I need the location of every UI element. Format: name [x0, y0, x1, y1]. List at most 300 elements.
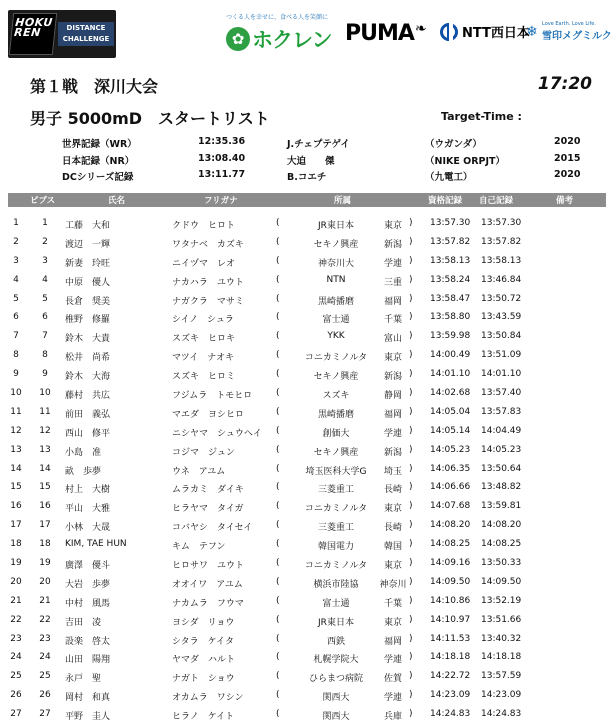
record-label: 日本記録（NR） [62, 155, 135, 167]
personal-best: 13:48.82 [481, 482, 522, 493]
table-row [8, 613, 606, 632]
team-name: 関西大 [322, 693, 350, 704]
qualifying-time: 13:58.13 [430, 255, 471, 266]
header-note: 備考 [556, 196, 574, 206]
athlete-name: 村上 大樹 [65, 485, 111, 496]
record-team: （ウガンダ） [425, 139, 482, 150]
athlete-kana: シイノ シュラ [172, 315, 234, 326]
leaf-icon: ✿ [226, 27, 250, 51]
row-number: 23 [10, 633, 22, 644]
record-row-wr [0, 135, 616, 152]
athlete-kana: ニシヤマ シュウヘイ [172, 428, 262, 439]
bib-number: 2 [42, 236, 48, 247]
athlete-kana: フジムラ トモヒロ [172, 391, 253, 402]
row-number: 26 [10, 690, 22, 701]
athlete-kana: ヤマダ ハルト [172, 655, 236, 666]
sponsor-hokuren [226, 12, 344, 50]
team-name: 創価大 [322, 428, 350, 439]
bib-number: 17 [39, 520, 51, 531]
athlete-name: 小林 大晟 [65, 523, 111, 534]
row-number: 18 [10, 539, 22, 550]
paren-open: ( [276, 690, 280, 701]
record-time: 13:11.77 [198, 169, 246, 180]
row-number: 7 [13, 331, 19, 342]
logo-mark [9, 13, 57, 55]
prefecture: 福岡 [383, 296, 402, 307]
paren-close: ) [409, 501, 413, 512]
paren-close: ) [409, 406, 413, 417]
paren-open: ( [276, 255, 280, 266]
paren-close: ) [409, 709, 413, 720]
record-row-nr [0, 152, 616, 169]
record-year: 2015 [554, 152, 581, 164]
table-row [8, 480, 606, 499]
athlete-kana: マツイ ナオキ [172, 353, 235, 364]
prefecture: 富山 [383, 334, 402, 345]
personal-best: 13:40.32 [481, 633, 522, 644]
athlete-kana: マエダ ヨシヒロ [172, 409, 245, 420]
paren-close: ) [409, 255, 413, 266]
header-bib: ビブス [30, 196, 56, 206]
row-number: 1 [13, 218, 19, 228]
bib-number: 12 [39, 425, 51, 436]
hokuren-tagline: つくる人を幸せに、食べる人を笑顔に [226, 14, 329, 21]
megmilk-tagline: Love Earth. Love Life. [542, 21, 596, 27]
paren-close: ) [409, 482, 413, 493]
row-number: 9 [13, 369, 19, 380]
bib-number: 11 [39, 406, 51, 417]
hokuren-dc-logo [8, 10, 116, 58]
qualifying-time: 14:06.66 [430, 482, 471, 493]
paren-open: ( [276, 463, 280, 474]
qualifying-time: 14:22.72 [430, 671, 471, 682]
puma-name: PUMA [345, 21, 414, 46]
table-row [8, 424, 606, 443]
table-row [8, 443, 606, 462]
personal-best: 13:50.84 [481, 331, 522, 342]
row-number: 15 [10, 482, 22, 493]
personal-best: 13:58.13 [481, 255, 522, 266]
prefecture: 東京 [383, 617, 402, 628]
paren-open: ( [276, 406, 280, 417]
team-name: セキノ興産 [313, 447, 359, 458]
bib-number: 23 [39, 633, 51, 644]
athlete-name: 椎野 修羅 [65, 315, 111, 326]
table-row [8, 499, 606, 518]
header-kana: フリガナ [204, 196, 238, 206]
personal-best: 14:18.18 [481, 652, 522, 663]
prefecture: 千葉 [383, 315, 402, 326]
prefecture: 静岡 [383, 391, 402, 402]
team-name: 三菱重工 [317, 485, 354, 496]
prefecture: 三重 [383, 277, 402, 288]
start-list-table [8, 216, 606, 721]
qualifying-time: 14:00.49 [430, 350, 471, 361]
qualifying-time: 14:01.10 [430, 369, 471, 380]
bib-number: 4 [42, 274, 48, 285]
table-row [8, 348, 606, 367]
sponsor-ntt [440, 22, 530, 41]
table-row [8, 329, 606, 348]
athlete-name: 平野 圭人 [65, 712, 111, 721]
puma-cat-icon: ❧ [414, 21, 426, 37]
bib-number: 9 [42, 369, 48, 380]
qualifying-time: 14:02.68 [430, 388, 471, 399]
row-number: 6 [13, 312, 19, 323]
team-name: 札幌学院大 [313, 655, 359, 666]
qualifying-time: 14:10.97 [430, 614, 471, 625]
athlete-kana: ヨシダ リョウ [172, 617, 235, 628]
paren-open: ( [276, 388, 280, 399]
paren-open: ( [276, 501, 280, 512]
bib-number: 15 [39, 482, 51, 493]
personal-best: 13:43.59 [481, 312, 522, 323]
paren-open: ( [276, 369, 280, 380]
table-row [8, 688, 606, 707]
team-name: 神奈川大 [317, 258, 354, 269]
athlete-kana: ナガト ショウ [172, 674, 235, 685]
team-name: 韓国電力 [317, 542, 354, 553]
race-title: 第１戦 深川大会 [30, 77, 159, 96]
row-number: 4 [13, 274, 19, 285]
athlete-kana: クドウ ヒロト [172, 221, 236, 231]
paren-open: ( [276, 595, 280, 606]
paren-close: ) [409, 520, 413, 531]
sponsor-megmilk [526, 21, 612, 42]
header-team: 所属 [334, 196, 352, 206]
personal-best: 14:04.49 [481, 425, 522, 436]
paren-open: ( [276, 350, 280, 361]
paren-close: ) [409, 671, 413, 682]
prefecture: 福岡 [383, 409, 402, 420]
personal-best: 13:57.83 [481, 406, 522, 417]
qualifying-time: 14:05.04 [430, 406, 471, 417]
personal-best: 13:57.59 [481, 671, 522, 682]
prefecture: 学連 [383, 258, 402, 269]
qualifying-time: 14:23.09 [430, 690, 471, 701]
record-holder: J.チェプテゲイ [287, 139, 350, 150]
prefecture: 東京 [383, 561, 402, 572]
paren-close: ) [409, 369, 413, 380]
row-number: 2 [13, 236, 19, 247]
row-number: 14 [10, 463, 22, 474]
bib-number: 13 [39, 444, 51, 455]
table-row [8, 594, 606, 613]
paren-close: ) [409, 558, 413, 569]
qualifying-time: 13:57.82 [430, 236, 471, 247]
row-number: 27 [10, 709, 22, 720]
qualifying-time: 14:10.86 [430, 595, 471, 606]
qualifying-time: 13:58.47 [430, 293, 471, 304]
paren-close: ) [409, 218, 413, 228]
personal-best: 14:24.83 [481, 709, 522, 720]
ntt-logo-icon [440, 23, 458, 41]
prefecture: 長崎 [383, 523, 402, 534]
athlete-name: 岡村 和真 [65, 693, 111, 704]
paren-open: ( [276, 482, 280, 493]
paren-close: ) [409, 463, 413, 474]
row-number: 22 [10, 614, 22, 625]
prefecture: 神奈川 [379, 579, 407, 590]
paren-open: ( [276, 652, 280, 663]
record-holder: B.コエチ [287, 172, 327, 183]
bib-number: 5 [42, 293, 48, 304]
row-number: 10 [10, 388, 22, 399]
bib-number: 19 [39, 558, 51, 569]
team-name: コニカミノルタ [304, 561, 368, 572]
athlete-kana: ニイヅマ レオ [172, 258, 236, 269]
paren-open: ( [276, 293, 280, 304]
athlete-kana: スズキ ヒロキ [172, 334, 236, 345]
prefecture: 学連 [383, 693, 402, 704]
athlete-kana: オカムラ ワシン [172, 693, 244, 704]
header-sb: 資格記録 [428, 196, 463, 206]
header [0, 0, 616, 62]
qualifying-time: 14:05.23 [430, 444, 471, 455]
race-time: 17:20 [537, 74, 592, 94]
personal-best: 13:50.33 [481, 558, 522, 569]
ntt-name: NTT西日本 [462, 26, 530, 41]
team-name: 三菱重工 [317, 523, 354, 534]
bib-number: 8 [42, 350, 48, 361]
row-number: 11 [10, 406, 22, 417]
bib-number: 25 [39, 671, 51, 682]
personal-best: 13:57.40 [481, 388, 522, 399]
record-label: DCシリーズ記録 [62, 172, 134, 183]
paren-close: ) [409, 236, 413, 247]
table-row [8, 235, 606, 254]
row-number: 21 [10, 595, 22, 606]
athlete-kana: シタラ ケイタ [172, 636, 235, 647]
athlete-name: 鈴木 大貴 [65, 334, 111, 345]
personal-best: 13:57.82 [481, 236, 522, 247]
snowflake-icon: ❄ [526, 23, 538, 40]
athlete-name: 小島 准 [65, 447, 102, 458]
paren-close: ) [409, 350, 413, 361]
prefecture: 埼玉 [383, 466, 402, 477]
athlete-name: 前田 義弘 [65, 409, 111, 420]
record-team: （九電工） [425, 172, 473, 183]
prefecture: 学連 [383, 655, 402, 666]
qualifying-time: 14:09.16 [430, 558, 471, 569]
bib-number: 10 [39, 388, 51, 399]
team-name: セキノ興産 [313, 372, 359, 383]
qualifying-time: 14:06.35 [430, 463, 471, 474]
personal-best: 13:50.64 [481, 463, 522, 474]
bib-number: 6 [42, 312, 48, 323]
athlete-name: 新妻 玲旺 [65, 258, 111, 269]
paren-open: ( [276, 312, 280, 323]
bib-number: 26 [39, 690, 51, 701]
dc-line1: DISTANCE [66, 24, 106, 32]
header-pb: 自己記録 [479, 196, 514, 206]
row-number: 8 [13, 350, 19, 361]
table-row [8, 707, 606, 721]
paren-close: ) [409, 425, 413, 436]
qualifying-time: 14:09.50 [430, 576, 471, 587]
personal-best: 13:59.81 [481, 501, 522, 512]
row-number: 3 [13, 255, 19, 266]
team-name: 黒崎播磨 [317, 409, 354, 420]
bib-number: 3 [42, 255, 48, 266]
team-name: 富士通 [322, 598, 350, 609]
prefecture: 佐賀 [383, 674, 402, 685]
athlete-kana: ナカハラ ユウト [172, 277, 244, 288]
paren-close: ) [409, 331, 413, 342]
paren-open: ( [276, 539, 280, 550]
prefecture: 学連 [383, 428, 402, 439]
personal-best: 13:46.84 [481, 274, 522, 285]
paren-open: ( [276, 558, 280, 569]
prefecture: 東京 [383, 221, 402, 231]
dc-line2: CHALLENGE [62, 35, 110, 43]
qualifying-time: 14:08.20 [430, 520, 471, 531]
athlete-kana: スズキ ヒロミ [172, 372, 236, 383]
paren-close: ) [409, 614, 413, 625]
row-number: 19 [10, 558, 22, 569]
prefecture: 韓国 [383, 542, 402, 553]
paren-open: ( [276, 614, 280, 625]
athlete-name: 鈴木 大海 [65, 372, 111, 383]
qualifying-time: 13:57.30 [430, 218, 471, 228]
athlete-name: 設楽 啓太 [65, 636, 111, 647]
row-number: 5 [13, 293, 19, 304]
prefecture: 福岡 [383, 636, 402, 647]
header-name: 氏名 [108, 196, 126, 206]
athlete-name: 長倉 奨美 [65, 296, 111, 307]
bib-number: 16 [39, 501, 51, 512]
bib-number: 27 [39, 709, 51, 720]
paren-close: ) [409, 293, 413, 304]
paren-open: ( [276, 236, 280, 247]
team-name: NTN [326, 274, 346, 285]
event-title: 男子 5000mD スタートリスト [30, 109, 270, 128]
table-row [8, 669, 606, 688]
prefecture: 長崎 [383, 485, 402, 496]
paren-open: ( [276, 274, 280, 285]
athlete-name: 畝 歩夢 [65, 466, 102, 477]
bib-number: 18 [39, 539, 51, 550]
personal-best: 14:08.20 [481, 520, 522, 531]
table-row [8, 367, 606, 386]
record-label: 世界記録（WR） [62, 139, 137, 150]
team-name: コニカミノルタ [304, 504, 368, 515]
paren-close: ) [409, 633, 413, 644]
personal-best: 13:57.30 [481, 218, 522, 228]
personal-best: 13:51.66 [481, 614, 522, 625]
athlete-kana: ウネ アユム [172, 466, 226, 477]
paren-open: ( [276, 425, 280, 436]
team-name: 横浜市陸協 [313, 579, 359, 590]
athlete-name: 永戸 聖 [65, 674, 102, 685]
bib-number: 21 [39, 595, 51, 606]
record-time: 12:35.36 [198, 136, 246, 147]
athlete-name: 山田 陽翔 [65, 655, 111, 666]
athlete-kana: ヒラノ ケイト [172, 712, 235, 721]
row-number: 12 [10, 425, 22, 436]
paren-close: ) [409, 652, 413, 663]
team-name: スズキ [322, 391, 350, 402]
athlete-name: 中原 優人 [65, 277, 111, 288]
record-holder: 大迫 傑 [287, 155, 335, 167]
athlete-kana: ムラカミ ダイキ [172, 485, 244, 496]
personal-best: 14:08.25 [481, 539, 522, 550]
athlete-kana: ヒロサワ ユウト [172, 561, 245, 572]
paren-close: ) [409, 690, 413, 701]
record-team: （NIKE ORPJT） [425, 155, 506, 167]
paren-close: ) [409, 274, 413, 285]
paren-open: ( [276, 444, 280, 455]
personal-best: 14:09.50 [481, 576, 522, 587]
table-row [8, 405, 606, 424]
paren-close: ) [409, 312, 413, 323]
paren-open: ( [276, 520, 280, 531]
paren-open: ( [276, 576, 280, 587]
prefecture: 兵庫 [383, 712, 402, 721]
team-name: JR東日本 [318, 617, 354, 628]
team-name: セキノ興産 [313, 239, 359, 250]
team-name: 黒崎播磨 [317, 296, 354, 307]
row-number: 25 [10, 671, 22, 682]
paren-close: ) [409, 539, 413, 550]
athlete-kana: オオイワ アユム [172, 579, 243, 590]
personal-best: 13:50.72 [481, 293, 522, 304]
personal-best: 13:51.09 [481, 350, 522, 361]
prefecture: 東京 [383, 353, 402, 364]
qualifying-time: 14:24.83 [430, 709, 471, 720]
personal-best: 14:05.23 [481, 444, 522, 455]
personal-best: 13:52.19 [481, 595, 522, 606]
row-number: 17 [10, 520, 22, 531]
qualifying-time: 14:05.14 [430, 425, 471, 436]
qualifying-time: 14:08.25 [430, 539, 471, 550]
record-time: 13:08.40 [198, 152, 246, 164]
bib-number: 7 [42, 331, 48, 342]
team-name: 埼玉医科大学G [305, 466, 367, 477]
team-name: 関西大 [322, 712, 350, 721]
qualifying-time: 14:07.68 [430, 501, 471, 512]
athlete-name: KIM, TAE HUN [65, 539, 127, 550]
personal-best: 14:23.09 [481, 690, 522, 701]
table-row [8, 254, 606, 273]
table-row [8, 462, 606, 481]
sponsor-puma [345, 21, 426, 46]
athlete-name: 西山 修平 [65, 428, 111, 439]
paren-close: ) [409, 595, 413, 606]
bib-number: 24 [39, 652, 51, 663]
team-name: コニカミノルタ [304, 353, 368, 364]
paren-close: ) [409, 388, 413, 399]
paren-close: ) [409, 444, 413, 455]
logo-text-top: HOKU [14, 16, 54, 29]
team-name: YKK [327, 331, 345, 342]
athlete-kana: ナガクラ マサミ [172, 296, 244, 307]
row-number: 24 [10, 652, 22, 663]
prefecture: 新潟 [383, 447, 402, 458]
qualifying-time: 13:58.80 [430, 312, 471, 323]
qualifying-time: 14:11.53 [430, 633, 471, 644]
team-name: JR東日本 [318, 221, 354, 231]
athlete-kana: コバヤシ タイセイ [172, 523, 253, 534]
athlete-name: 平山 大雅 [65, 504, 111, 515]
paren-open: ( [276, 709, 280, 720]
athlete-kana: ヒラヤマ タイガ [172, 504, 244, 515]
table-row [8, 310, 606, 329]
athlete-name: 廣澤 優斗 [65, 561, 111, 572]
table-row [8, 537, 606, 556]
athlete-kana: ナカムラ フウマ [172, 598, 244, 609]
records-section [0, 135, 616, 185]
